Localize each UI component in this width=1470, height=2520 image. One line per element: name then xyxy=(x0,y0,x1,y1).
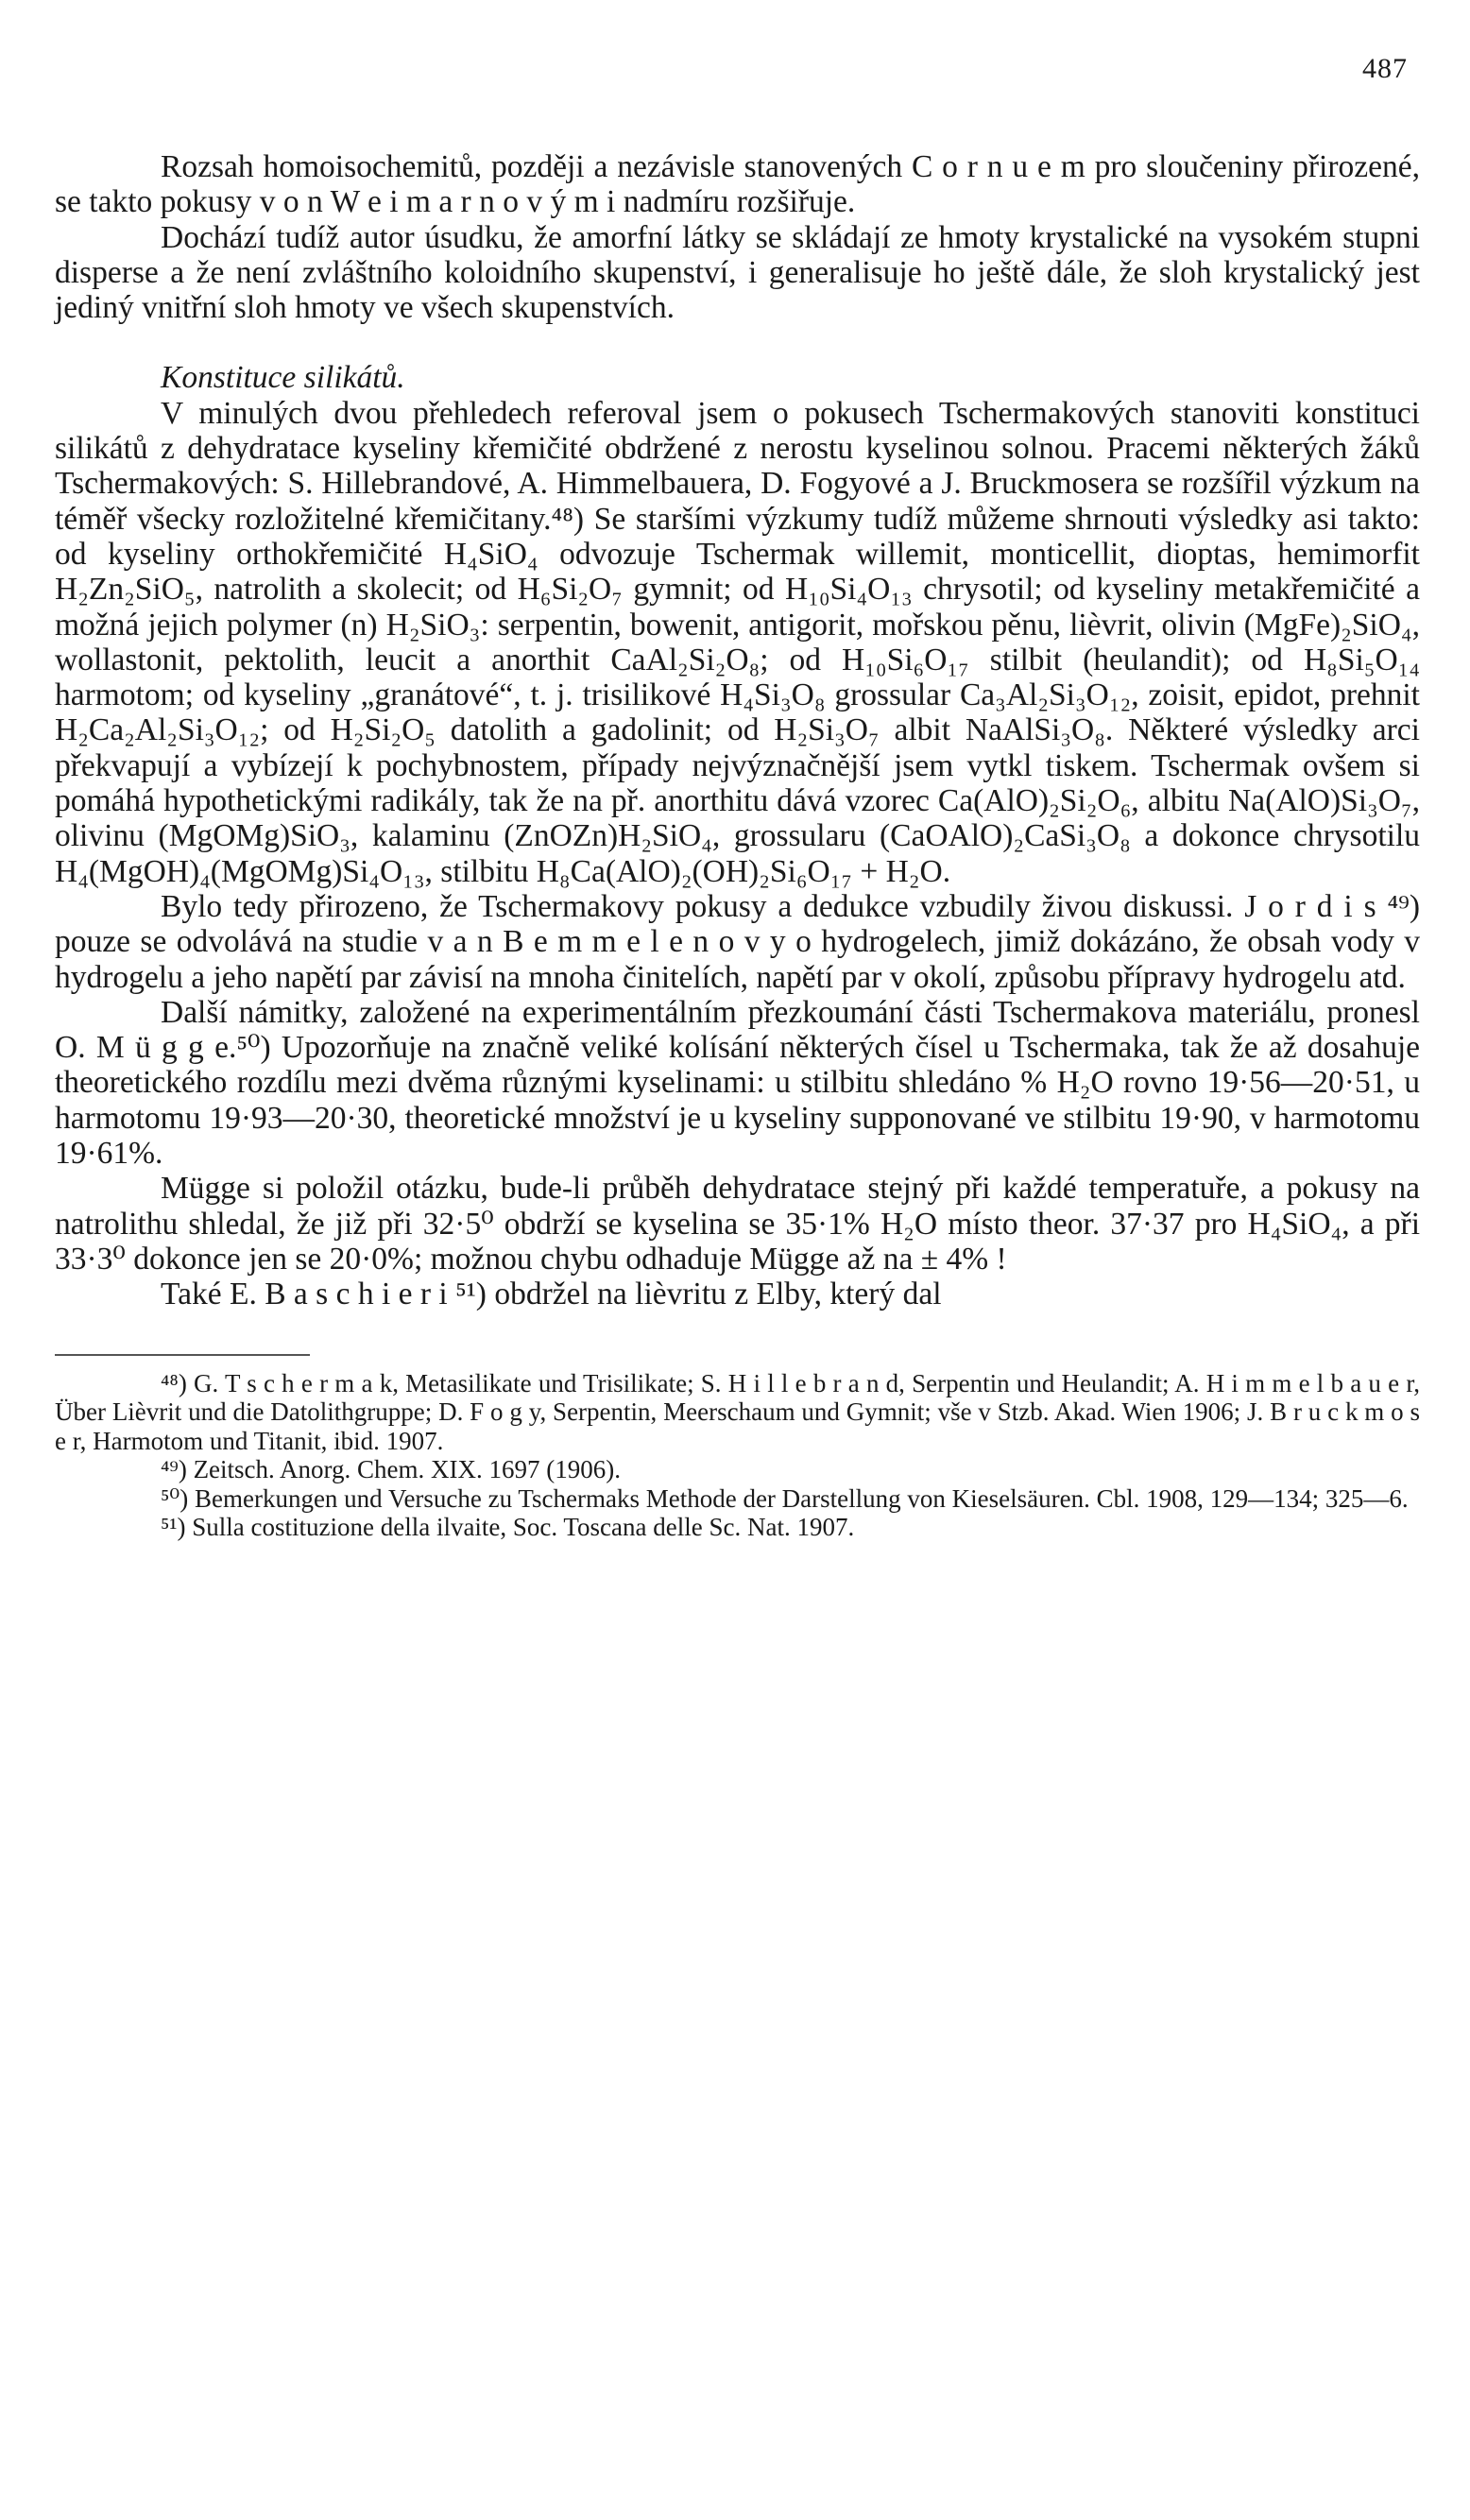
paragraph-3: V minulých dvou přehledech referoval jsem o pokusech Tschermakových stanoviti konstituci silikátů z dehydratace kyseliny křemičité obdržené z nerostu kyselinou solnou. Pracemi některých žáků Tschermakových: S. Hillebrandové, A. Himmelbauera, D. Fogyové a J. Bruckmosera se rozšířil výzkum na téměř všecky rozložitelné křemičitany.⁴⁸) Se staršími výzkumy tudíž můžeme shrnouti výsledky asi takto: od kyseliny orthokřemičité H₄SiO₄ odvozuje Tschermak willemit, monticellit, dioptas, hemimorfit H₂Zn₂SiO₅, natrolith a skolecit; od H₆Si₂O₇ gymnit; od H₁₀Si₄O₁₃ chrysotil; od kyseliny metakřemičité a možná jejich polymer (n) H₂SiO₃: serpentin, bowenit, antigorit, mořskou pěnu, lièvrit, olivin (MgFe)₂SiO₄, wollastonit, pektolith, leucit a anorthit CaAl₂Si₂O₈; od H₁₀Si₆O₁₇ stilbit (heulandit); od H₈Si₅O₁₄ harmotom; od kyseliny „granátové“, t. j. trisilikové H₄Si₃O₈ grossular Ca₃Al₂Si₃O₁₂, zoisit, epidot, prehnit H₂Ca₂Al₂Si₃O₁₂; od H₂Si₂O₅ datolith a gadolinit; od H₂Si₃O₇ albit NaAlSi₃O₈. Některé výsledky arci překvapují a vybízejí k pochybnostem, případy nejvýznačnější jsem vytkl tiskem. Tschermak ovšem si pomáhá hypothetickými radikály, tak že na př. anorthitu dává vzorec Ca(AlO)₂Si₂O₆, albitu Na(AlO)Si₃O₇, olivinu (MgOMg)SiO₃, kalaminu (ZnOZn)H₂SiO₄, grossularu (CaOAlO)₂CaSi₃O₈ a dokonce chrysotilu H₄(MgOH)₄(MgOMg)Si₄O₁₃, stilbitu H₈Ca(AlO)₂(OH)₂Si₆O₁₇ + H₂O. xyxy=(55,395,1420,889)
main-text xyxy=(55,149,1420,1542)
footnote-separator xyxy=(55,1354,310,1356)
footnote-51: ⁵¹) Sulla costituzione della ilvaite, Soc. Toscana delle Sc. Nat. 1907. xyxy=(161,1513,855,1541)
footnote-50: ⁵⁰) Bemerkungen und Versuche zu Tschermaks Methode der Darstellung von Kieselsäuren. Cbl. 1908, 129—134; 325—6. xyxy=(161,1483,1409,1513)
paragraph-5: Další námitky, založené na experimentálním přezkoumání části Tschermakova materiálu, pronesl O. M ü g g e.⁵⁰) Upozorňuje na značně veliké kolísání některých čísel u Tschermaka, tak že až dosahuje theoretického rozdílu mezi dvěma různými kyselinami: u stilbitu shledáno % H₂O rovno 19·56—20·51, u harmotomu 19·93—20·30, theoretické množství je u kyseliny supponované ve stilbitu 19·90, v harmotomu 19·61%. xyxy=(55,994,1420,1172)
paragraph-7: Také E. B a s c h i e r i ⁵¹) obdržel na lièvritu z Elby, který dal xyxy=(161,1277,942,1312)
page-number: 487 xyxy=(1362,53,1408,84)
paragraph-2: Dochází tudíž autor úsudku, že amorfní látky se skládají ze hmoty krystalické na vysokém stupni disperse a že není zvláštního koloidního skupenství, i generalisuje ho ještě dále, že sloh krystalický jest jediný vnitřní sloh hmoty ve všech skupenstvích. xyxy=(55,219,1420,326)
paragraph-1: Rozsah homoisochemitů, později a nezávisle stanovených C o r n u e m pro sloučeniny přirozené, se takto pokusy v o n W e i m a r n o v ý m i nadmíru rozšiřuje. xyxy=(55,149,1420,220)
spacer xyxy=(55,325,1420,360)
footnote-48: ⁴⁸) G. T s c h e r m a k, Metasilikate und Trisilikate; S. H i l l e b r a n d, Serpentin und Heulandit; A. H i m m e l b a u e r, Über Lièvrit und die Datolithgruppe; D. F o g y, Serpentin, Meerschaum und Gymnit; vše v Stzb. Akad. Wien 1906; J. B r u c k m o s e r, Harmotom und Titanit, ibid. 1907. xyxy=(55,1368,1420,1455)
section-heading: Konstituce silikátů. xyxy=(161,360,405,396)
paragraph-6: Mügge si položil otázku, bude-li průběh dehydratace stejný při každé temperatuře, a pokusy na natrolithu shledal, že již při 32·5⁰ obdrží se kyselina se 35·1% H₂O místo theor. 37·37 pro H₄SiO₄, a při 33·3⁰ dokonce jen se 20·0%; možnou chybu odhaduje Mügge až na ± 4% ! xyxy=(55,1171,1420,1277)
footnote-49: ⁴⁹) Zeitsch. Anorg. Chem. XIX. 1697 (1906). xyxy=(161,1455,622,1483)
paragraph-4: Bylo tedy přirozeno, že Tschermakovy pokusy a dedukce vzbudily živou diskussi. J o r d i s ⁴⁹) pouze se odvolává na studie v a n B e m m e l e n o v y o hydrogelech, jimiž dokázáno, že obsah vody v hydrogelu a jeho napětí par závisí na mnoha činitelích, napětí par v okolí, způsobu přípravy hydrogelu atd. xyxy=(55,888,1420,995)
